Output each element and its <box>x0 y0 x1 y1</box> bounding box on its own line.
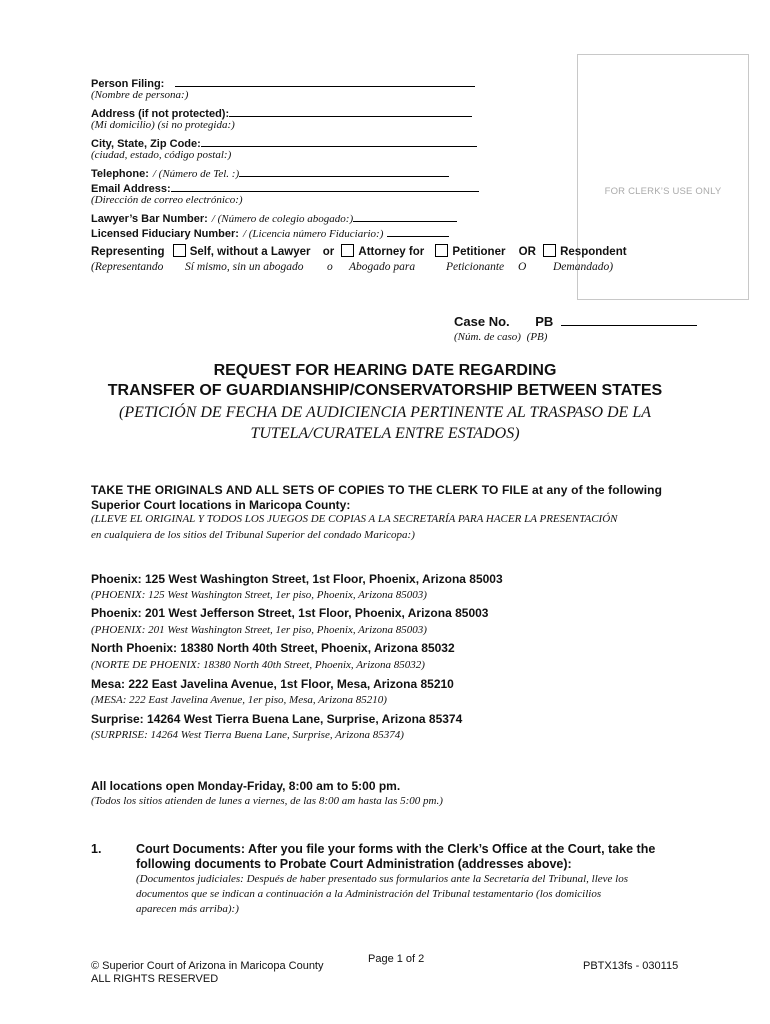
address-field[interactable] <box>229 106 472 117</box>
bar-label-es: / (Número de colegio abogado:) <box>211 213 354 225</box>
case-number-label: Case No. <box>454 314 510 329</box>
or-upper-label-es: O <box>518 261 527 273</box>
fiduciary-row <box>91 224 449 242</box>
self-option-label-es: Sí mismo, sin un abogado <box>185 261 304 273</box>
or-upper-label: OR <box>518 246 536 258</box>
hours-text-es: (Todos los sitios atienden de lunes a viernes, de las 8:00 am hasta las 5:00 pm.) <box>91 795 443 807</box>
footer-copyright: © Superior Court of Arizona in Maricopa County <box>91 960 324 972</box>
location-address-es: (MESA: 222 East Javelina Avenue, 1er piso, Mesa, Arizona 85210) <box>91 694 387 706</box>
case-number-label-es: (Núm. de caso) <box>454 331 521 343</box>
city-field[interactable] <box>201 136 477 147</box>
item1-line2: following documents to Probate Court Administration (addresses above): <box>136 857 572 871</box>
petitioner-option-label: Petitioner <box>452 246 506 258</box>
respondent-option-label-es: Demandado) <box>553 261 614 273</box>
person-filing-label: Person Filing: <box>91 78 165 90</box>
address-label: Address (if not protected): <box>91 108 230 120</box>
representing-row <box>91 244 627 258</box>
bar-label: Lawyer’s Bar Number: <box>91 213 208 225</box>
representing-label-es: (Representando <box>91 261 164 273</box>
location-address: North Phoenix: 18380 North 40th Street, Phoenix, Arizona 85032 <box>91 641 455 655</box>
location-address: Phoenix: 201 West Jefferson Street, 1st Floor, Phoenix, Arizona 85003 <box>91 606 489 620</box>
attorney-option-label: Attorney for <box>358 246 425 258</box>
fiduciary-label-es: / (Licencia número Fiduciario:) <box>242 228 384 240</box>
email-label-es: (Dirección de correo electrónico:) <box>91 194 243 206</box>
footer-form-code: PBTX13fs - 030115 <box>583 960 679 972</box>
footer-rights: ALL RIGHTS RESERVED <box>91 973 219 985</box>
representing-label: Representing <box>91 246 165 258</box>
document-title-es-line2: TUTELA/CURATELA ENTRE ESTADOS) <box>250 425 520 442</box>
item1-es-line1: (Documentos judiciales: Después de haber presentado sus formularios ante la Secretaría del Tribunal, lleve los <box>136 873 628 885</box>
or-label: or <box>322 246 335 258</box>
footer-page-number: Page 1 of 2 <box>368 953 425 965</box>
self-checkbox[interactable] <box>173 244 186 257</box>
bar-field[interactable] <box>353 211 457 222</box>
address-label-es: (Mi domicilio) (si no protegida:) <box>91 119 235 131</box>
email-field[interactable] <box>171 181 479 192</box>
item1-line1: Court Documents: After you file your forms with the Clerk’s Office at the Court, take the <box>136 842 656 856</box>
case-number-row <box>454 314 697 329</box>
item1-number: 1. <box>91 842 102 856</box>
location-address: Mesa: 222 East Javelina Avenue, 1st Floor, Mesa, Arizona 85210 <box>91 677 454 691</box>
location-address: Phoenix: 125 West Washington Street, 1st Floor, Phoenix, Arizona 85003 <box>91 572 503 586</box>
respondent-option-label: Respondent <box>560 246 627 258</box>
location-address-es: (NORTE DE PHOENIX: 18380 North 40th Street, Phoenix, Arizona 85032) <box>91 659 425 671</box>
location-address-es: (SURPRISE: 14264 West Tierra Buena Lane, Surprise, Arizona 85374) <box>91 729 404 741</box>
respondent-checkbox[interactable] <box>543 244 556 257</box>
email-label: Email Address: <box>91 183 171 195</box>
fiduciary-field[interactable] <box>387 226 449 237</box>
telephone-label-es: / (Número de Tel. :) <box>152 168 240 180</box>
instructions-es-line1: (LLEVE EL ORIGINAL Y TODOS LOS JUEGOS DE COPIAS A LA SECRETARÍA PARA HACER LA PRESENTACIÓN <box>91 513 618 525</box>
location-address-es: (PHOENIX: 125 West Washington Street, 1er piso, Phoenix, Arizona 85003) <box>91 589 427 601</box>
document-title-es-line1: (PETICIÓN DE FECHA DE AUDICIENCIA PERTINENTE AL TRASPASO DE LA <box>118 404 651 421</box>
petitioner-option-label-es: Peticionante <box>446 261 505 273</box>
clerk-use-label: FOR CLERK’S USE ONLY <box>604 186 722 197</box>
self-option-label: Self, without a Lawyer <box>189 246 311 258</box>
city-label: City, State, Zip Code: <box>91 138 201 150</box>
city-label-es: (ciudad, estado, código postal:) <box>91 149 232 161</box>
document-title-line2: TRANSFER OF GUARDIANSHIP/CONSERVATORSHIP BETWEEN STATES <box>107 382 663 399</box>
or-label-es: o <box>327 261 333 273</box>
telephone-label: Telephone: <box>91 168 149 180</box>
petitioner-checkbox[interactable] <box>435 244 448 257</box>
item1-es-line3: aparecen más arriba):) <box>136 903 239 915</box>
instructions-line2: Superior Court locations in Maricopa County: <box>91 498 351 512</box>
location-address-es: (PHOENIX: 201 West Washington Street, 1er piso, Phoenix, Arizona 85003) <box>91 624 427 636</box>
hours-text: All locations open Monday-Friday, 8:00 am to 5:00 pm. <box>91 779 401 793</box>
person-filing-label-es: (Nombre de persona:) <box>91 89 189 101</box>
case-number-prefix-es: (PB) <box>526 331 548 343</box>
item1-es-line2: documentos que se indican a continuación a la Administración del Tribunal testamentario (los domicilios <box>136 888 602 900</box>
attorney-option-label-es: Abogado para <box>349 261 416 273</box>
location-address: Surprise: 14264 West Tierra Buena Lane, Surprise, Arizona 85374 <box>91 712 463 726</box>
attorney-checkbox[interactable] <box>341 244 354 257</box>
case-number-prefix: PB <box>535 314 554 329</box>
document-title-line1: REQUEST FOR HEARING DATE REGARDING <box>213 362 557 379</box>
fiduciary-label: Licensed Fiduciary Number: <box>91 228 239 240</box>
instructions-es-line2: en cualquiera de los sitios del Tribunal Superior del condado Maricopa:) <box>91 529 415 541</box>
instructions-line1: TAKE THE ORIGINALS AND ALL SETS OF COPIES TO THE CLERK TO FILE at any of the following <box>91 483 663 497</box>
telephone-field[interactable] <box>239 166 449 177</box>
person-filing-field[interactable] <box>175 76 475 87</box>
case-number-row-es <box>454 331 547 343</box>
case-number-field[interactable] <box>561 314 697 326</box>
